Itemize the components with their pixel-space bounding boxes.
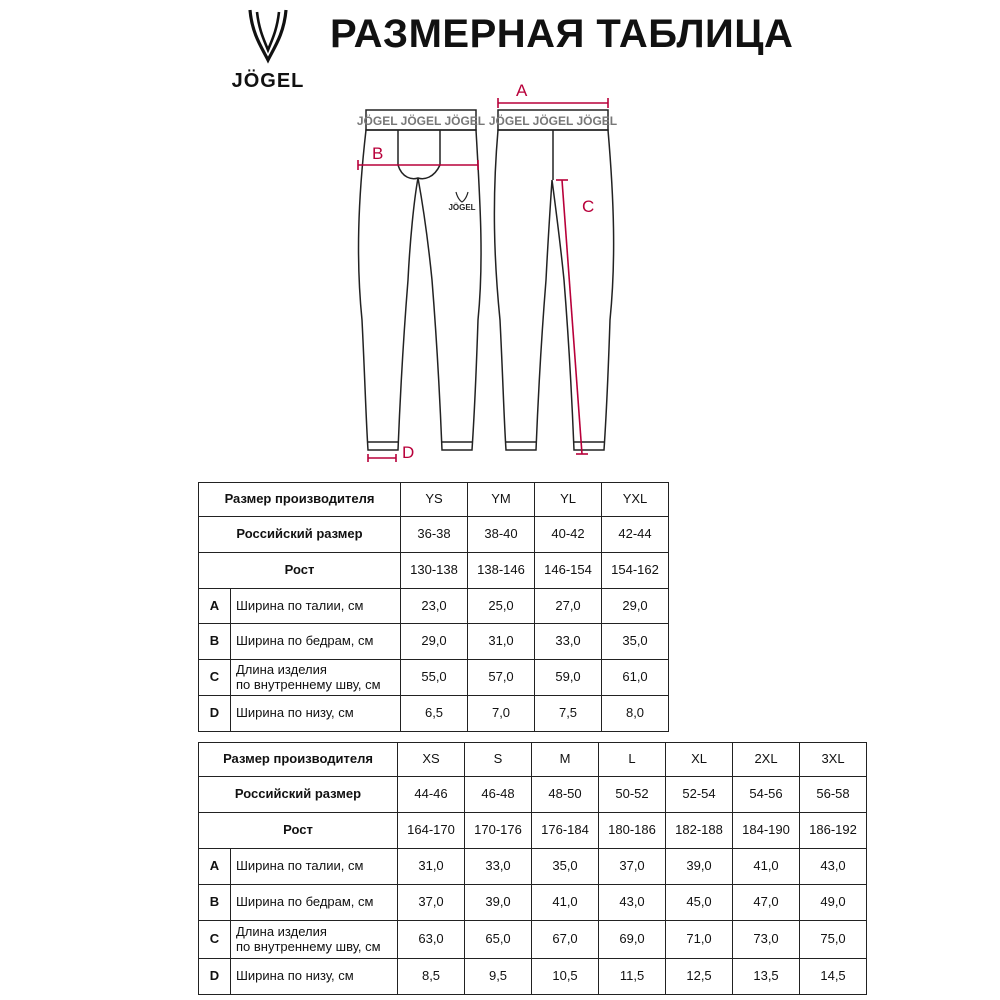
measure-letter: B	[199, 885, 231, 921]
table-row	[199, 660, 669, 696]
table-row	[199, 813, 867, 849]
ru-size-cell: 56-58	[800, 777, 867, 813]
ru-size-cell: 54-56	[733, 777, 800, 813]
measure-letter: D	[199, 959, 231, 995]
ru-size-cell: 46-48	[465, 777, 532, 813]
label-d: D	[402, 443, 415, 462]
value-cell: 7,5	[535, 696, 602, 732]
value-cell: 29,0	[602, 589, 669, 624]
measure-letter: D	[199, 696, 231, 732]
value-cell: 11,5	[599, 959, 666, 995]
jogel-logo-icon	[246, 8, 290, 64]
value-cell: 8,0	[602, 696, 669, 732]
ru-size-cell: 44-46	[398, 777, 465, 813]
ru-size-cell: 52-54	[666, 777, 733, 813]
table-row	[199, 743, 867, 777]
leg-logo-text: JÖGEL	[448, 203, 476, 212]
measure-letter: C	[199, 921, 231, 959]
back-view	[494, 110, 613, 450]
size-cell: XL	[666, 743, 733, 777]
table-row	[199, 777, 867, 813]
back-waistband-text: JÖGEL JÖGEL JÖGEL	[488, 114, 618, 128]
ru-size-cell: 40-42	[535, 517, 602, 553]
value-cell: 27,0	[535, 589, 602, 624]
table-row	[199, 959, 867, 995]
value-cell: 71,0	[666, 921, 733, 959]
value-cell: 33,0	[535, 624, 602, 660]
value-cell: 41,0	[532, 885, 599, 921]
ru-size-cell: 42-44	[602, 517, 669, 553]
table-row	[199, 589, 669, 624]
measure-desc-line1: Длина изделия	[236, 662, 327, 678]
ru-size-cell: 36-38	[401, 517, 468, 553]
ru-size-cell: 50-52	[599, 777, 666, 813]
height-cell: 170-176	[465, 813, 532, 849]
measure-desc: Ширина по низу, см	[231, 959, 398, 995]
size-cell: XS	[398, 743, 465, 777]
size-table-kids	[198, 482, 669, 732]
ru-size-label: Российский размер	[199, 517, 401, 553]
table-row	[199, 517, 669, 553]
value-cell: 63,0	[398, 921, 465, 959]
measure-desc: Ширина по талии, см	[231, 849, 398, 885]
ru-size-cell: 38-40	[468, 517, 535, 553]
size-cell: 2XL	[733, 743, 800, 777]
size-cell: L	[599, 743, 666, 777]
value-cell: 61,0	[602, 660, 669, 696]
value-cell: 33,0	[465, 849, 532, 885]
size-cell: 3XL	[800, 743, 867, 777]
measure-desc-line1: Длина изделия	[236, 924, 327, 940]
measure-letter: A	[199, 849, 231, 885]
value-cell: 35,0	[602, 624, 669, 660]
value-cell: 43,0	[800, 849, 867, 885]
value-cell: 31,0	[398, 849, 465, 885]
table-row	[199, 483, 669, 517]
pants-diagram	[340, 78, 640, 468]
size-cell: S	[465, 743, 532, 777]
value-cell: 13,5	[733, 959, 800, 995]
size-cell: YS	[401, 483, 468, 517]
label-a: A	[516, 81, 528, 100]
measure-desc: Ширина по талии, см	[231, 589, 401, 624]
value-cell: 37,0	[398, 885, 465, 921]
value-cell: 49,0	[800, 885, 867, 921]
measure-desc	[231, 660, 401, 696]
height-cell: 164-170	[398, 813, 465, 849]
table-row	[199, 696, 669, 732]
value-cell: 9,5	[465, 959, 532, 995]
height-cell: 180-186	[599, 813, 666, 849]
leg-logo-icon	[456, 192, 468, 202]
measure-desc: Ширина по бедрам, см	[231, 624, 401, 660]
back-outline	[494, 130, 613, 450]
table-row	[199, 849, 867, 885]
table-row	[199, 553, 669, 589]
value-cell: 29,0	[401, 624, 468, 660]
measure-desc: Ширина по низу, см	[231, 696, 401, 732]
value-cell: 35,0	[532, 849, 599, 885]
header-label: Размер производителя	[199, 483, 401, 517]
height-cell: 138-146	[468, 553, 535, 589]
label-b: B	[372, 144, 384, 163]
size-cell: M	[532, 743, 599, 777]
table-row	[199, 885, 867, 921]
value-cell: 14,5	[800, 959, 867, 995]
front-gusset	[398, 130, 440, 179]
size-cell: YXL	[602, 483, 669, 517]
value-cell: 45,0	[666, 885, 733, 921]
value-cell: 43,0	[599, 885, 666, 921]
height-label: Рост	[199, 813, 398, 849]
value-cell: 12,5	[666, 959, 733, 995]
height-cell: 130-138	[401, 553, 468, 589]
ru-size-label: Российский размер	[199, 777, 398, 813]
value-cell: 65,0	[465, 921, 532, 959]
value-cell: 67,0	[532, 921, 599, 959]
value-cell: 47,0	[733, 885, 800, 921]
height-cell: 182-188	[666, 813, 733, 849]
value-cell: 37,0	[599, 849, 666, 885]
front-waistband-text: JÖGEL JÖGEL JÖGEL	[356, 114, 486, 128]
value-cell: 41,0	[733, 849, 800, 885]
height-cell: 154-162	[602, 553, 669, 589]
measure-letter: C	[199, 660, 231, 696]
value-cell: 55,0	[401, 660, 468, 696]
value-cell: 10,5	[532, 959, 599, 995]
size-cell: YL	[535, 483, 602, 517]
measure-desc-line2: по внутреннему шву, см	[236, 938, 381, 954]
value-cell: 75,0	[800, 921, 867, 959]
value-cell: 59,0	[535, 660, 602, 696]
measure-desc-line2: по внутреннему шву, см	[236, 676, 381, 692]
height-cell: 176-184	[532, 813, 599, 849]
value-cell: 39,0	[666, 849, 733, 885]
page-title: РАЗМЕРНАЯ ТАБЛИЦА	[330, 12, 794, 56]
table-row	[199, 921, 867, 959]
ru-size-cell: 48-50	[532, 777, 599, 813]
table-row	[199, 624, 669, 660]
size-table-adults	[198, 742, 867, 995]
value-cell: 73,0	[733, 921, 800, 959]
measure-desc	[231, 921, 398, 959]
height-cell: 184-190	[733, 813, 800, 849]
value-cell: 57,0	[468, 660, 535, 696]
value-cell: 6,5	[401, 696, 468, 732]
measure-letter: B	[199, 624, 231, 660]
value-cell: 8,5	[398, 959, 465, 995]
value-cell: 23,0	[401, 589, 468, 624]
value-cell: 69,0	[599, 921, 666, 959]
measure-letter: A	[199, 589, 231, 624]
size-cell: YM	[468, 483, 535, 517]
height-cell: 186-192	[800, 813, 867, 849]
label-c: C	[582, 197, 595, 216]
brand-logo	[222, 8, 314, 92]
measure-desc: Ширина по бедрам, см	[231, 885, 398, 921]
value-cell: 31,0	[468, 624, 535, 660]
value-cell: 39,0	[465, 885, 532, 921]
header-label: Размер производителя	[199, 743, 398, 777]
height-label: Рост	[199, 553, 401, 589]
height-cell: 146-154	[535, 553, 602, 589]
value-cell: 25,0	[468, 589, 535, 624]
brand-name: JÖGEL	[231, 70, 305, 92]
value-cell: 7,0	[468, 696, 535, 732]
